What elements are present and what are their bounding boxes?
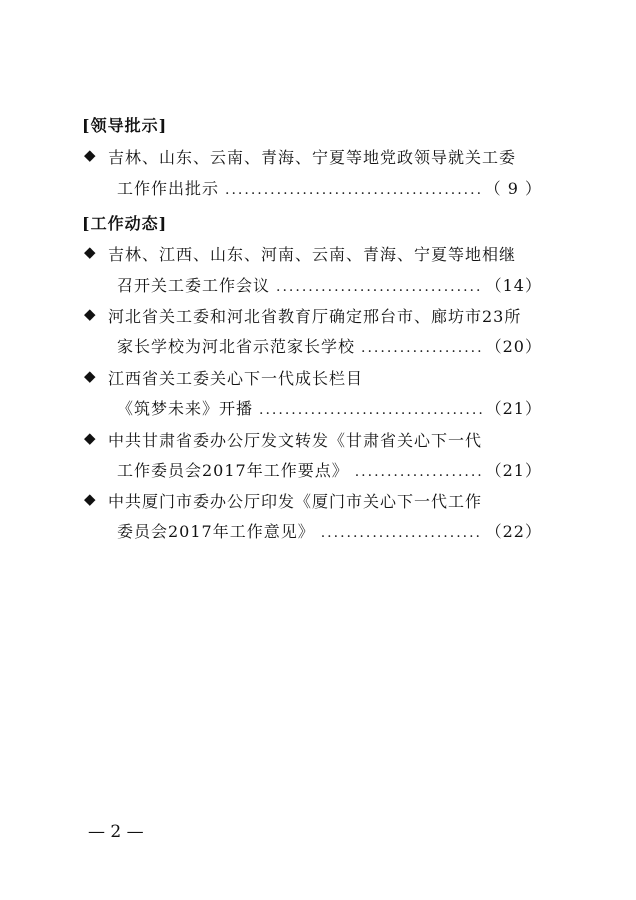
bullet-icon: ◆ — [84, 146, 96, 164]
bullet-icon: ◆ — [84, 429, 96, 447]
toc-entry-line2 — [117, 519, 542, 542]
toc-page-number: （ 9 ） — [484, 179, 542, 198]
dot-leader — [225, 182, 481, 198]
toc-entry-line2 — [117, 176, 542, 199]
toc-entry-line2 — [117, 273, 542, 296]
dot-leader — [355, 464, 482, 480]
toc-entry-title-end: 工作作出批示 — [117, 179, 220, 198]
page-number-footer: — 2 — — [88, 822, 144, 842]
dot-leader — [321, 525, 482, 541]
bullet-icon: ◆ — [84, 243, 96, 261]
toc-entry-line1: 中共厦门市委办公厅印发《厦门市关心下一代工作 — [108, 492, 483, 511]
toc-entry-line2 — [117, 396, 542, 419]
toc-entry-title-end: 《筑梦未来》开播 — [117, 399, 254, 418]
dot-leader — [259, 402, 482, 418]
toc-page-number: （22） — [485, 522, 542, 541]
section-heading-leadership: [领导批示] — [82, 116, 168, 135]
toc-page-number: （14） — [485, 276, 542, 295]
toc-entry-title-end: 家长学校为河北省示范家长学校 — [117, 337, 356, 356]
toc-entry-line1: 河北省关工委和河北省教育厅确定邢台市、廊坊市23所 — [108, 307, 522, 326]
toc-entry-line1: 吉林、山东、云南、青海、宁夏等地党政领导就关工委 — [108, 148, 517, 167]
toc-entry-title-end: 工作委员会2017年工作要点》 — [117, 461, 349, 480]
bullet-icon: ◆ — [84, 490, 96, 508]
toc-page-number: （20） — [485, 337, 542, 356]
dot-leader — [361, 340, 482, 356]
toc-entry-title-end: 委员会2017年工作意见》 — [117, 522, 315, 541]
toc-page-number: （21） — [485, 399, 542, 418]
bullet-icon: ◆ — [84, 367, 96, 385]
section-heading-work-news: [工作动态] — [82, 214, 168, 233]
toc-entry-line2 — [117, 458, 542, 481]
dot-leader — [276, 279, 482, 295]
toc-entry-line1: 吉林、江西、山东、河南、云南、青海、宁夏等地相继 — [108, 245, 517, 264]
toc-entry-line2 — [117, 334, 542, 357]
toc-entry-line1: 江西省关工委关心下一代成长栏目 — [108, 369, 364, 388]
toc-entry-line1: 中共甘肃省委办公厅发文转发《甘肃省关心下一代 — [108, 431, 483, 450]
bullet-icon: ◆ — [84, 305, 96, 323]
toc-page-number: （21） — [485, 461, 542, 480]
toc-entry-title-end: 召开关工委工作会议 — [117, 276, 271, 295]
